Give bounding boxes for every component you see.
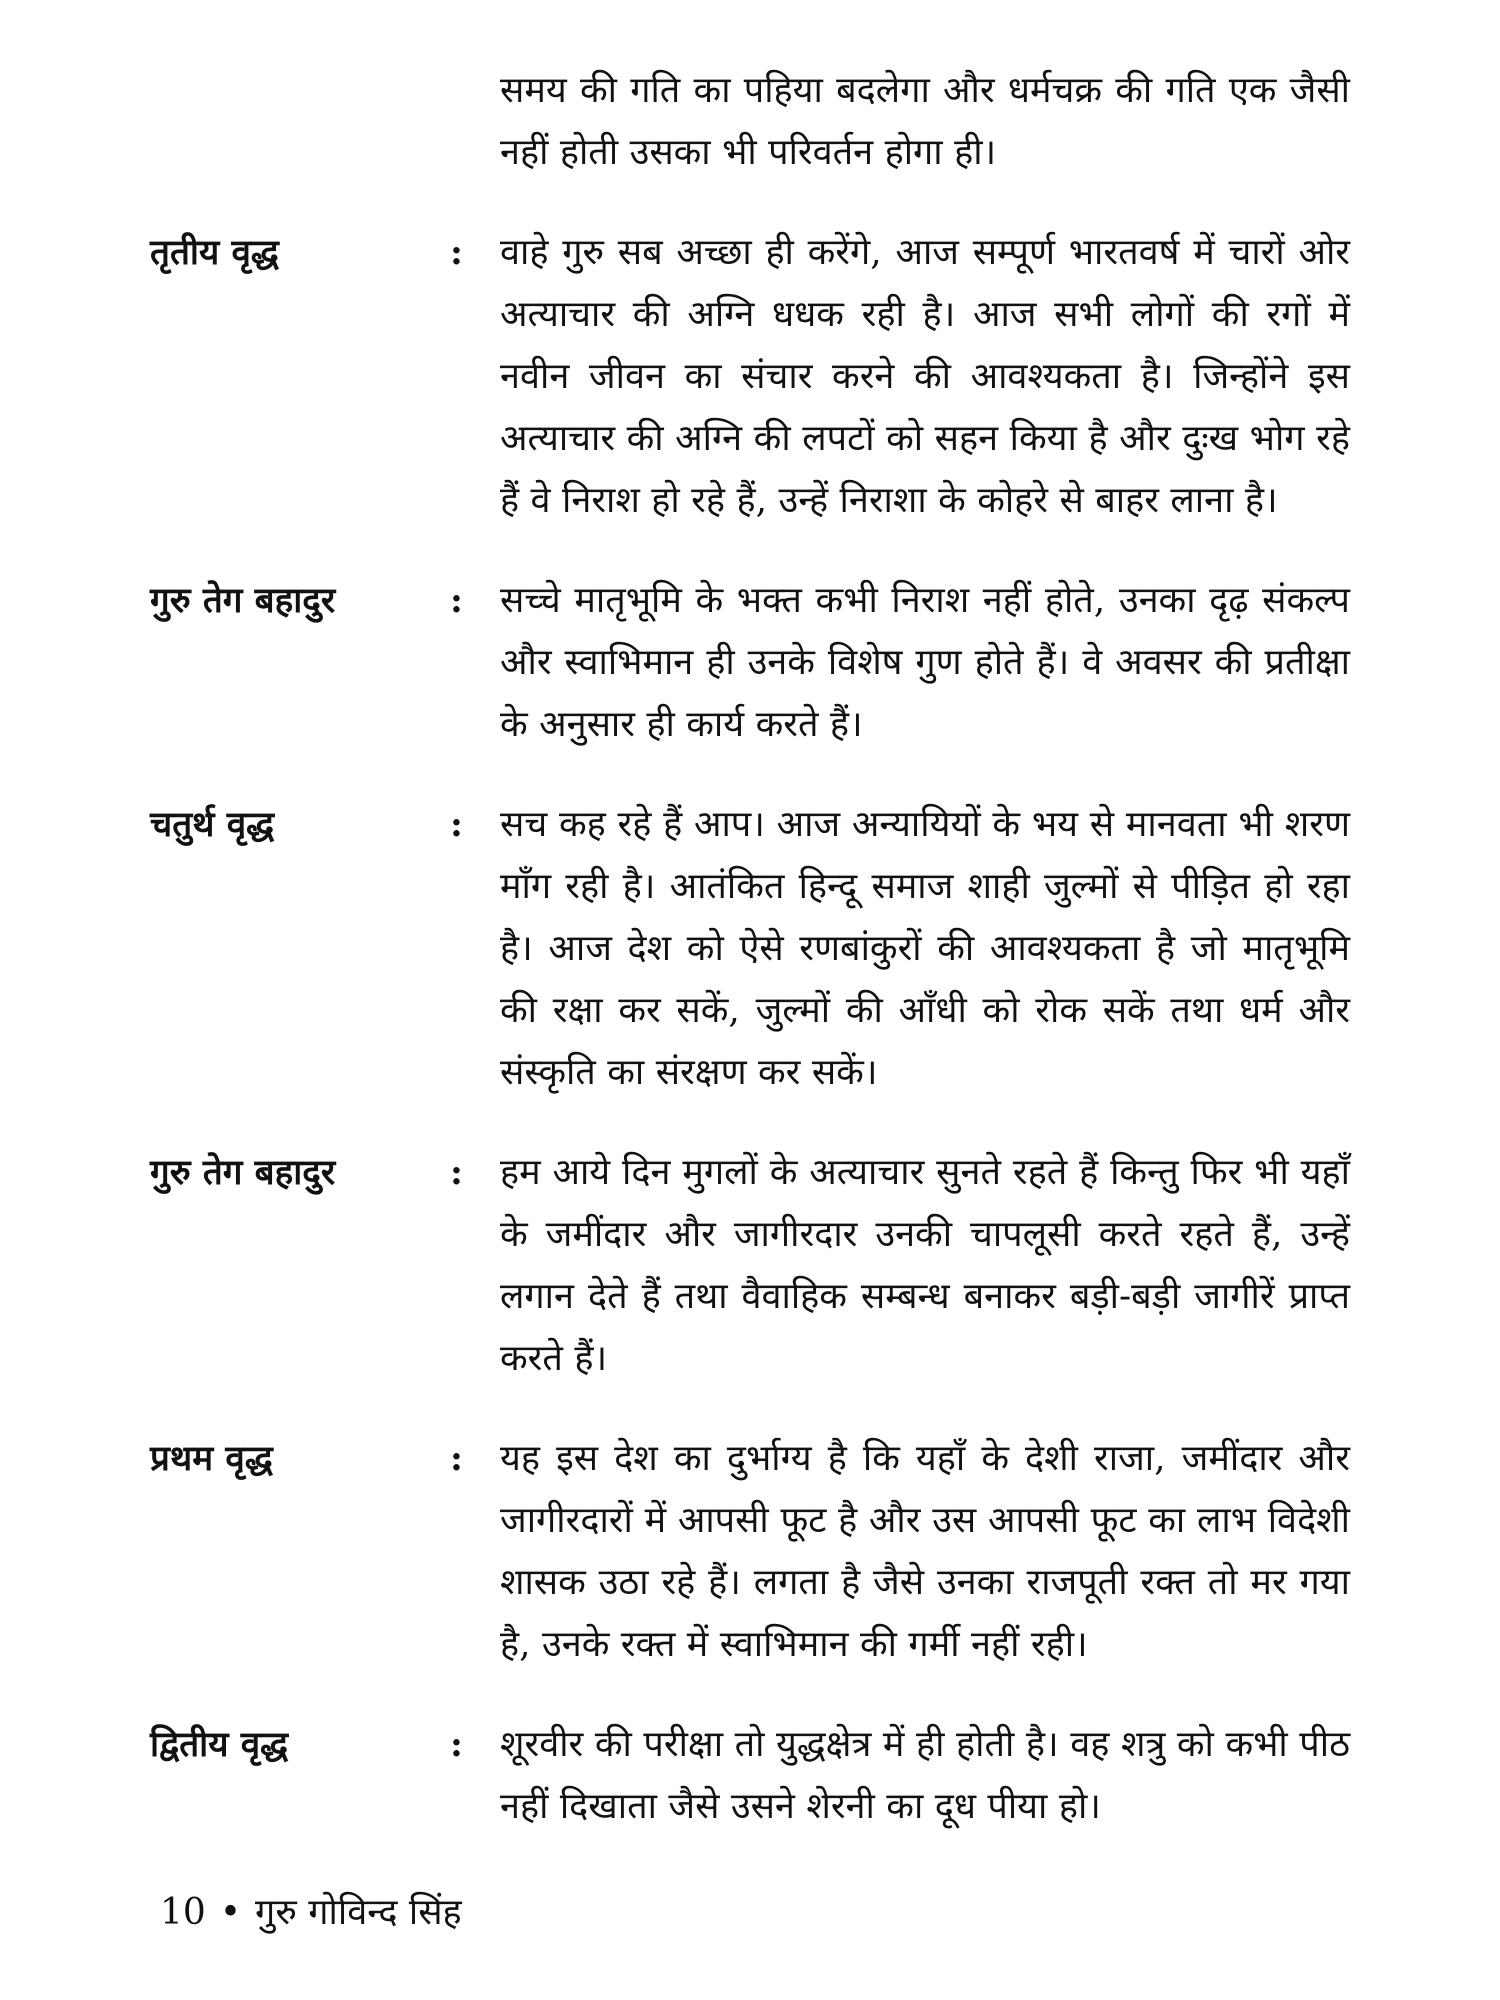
speaker-separator: :	[450, 804, 463, 845]
speaker-name: तृतीय वृद्ध	[150, 232, 279, 273]
speaker-separator: :	[450, 232, 463, 273]
dialogue-row	[150, 794, 1370, 1104]
dialogue-row	[150, 222, 1370, 532]
dialogue-text: वाहे गुरु सब अच्छा ही करेंगे, आज सम्पूर्ण भारतवर्ष में चारों ओर अत्याचार की अग्नि धधक रही है। आज सभी लोगों की रगों में नवीन जीवन का संचार करने की आवश्यकता है। जिन्होंने इस अत्याचार की अग्नि की लपटों को सहन किया है और दुःख भोग रहे हैं वे निराश हो रहे हैं, उन्हें निराशा के कोहरे से बाहर लाना है।	[500, 232, 1350, 521]
dialogue-text: सच्चे मातृभूमि के भक्त कभी निराश नहीं होते, उनका दृढ़ संकल्प और स्वाभिमान ही उनके विशेष गुण होते हैं। वे अवसर की प्रतीक्षा के अनुसार ही कार्य करते हैं।	[500, 580, 1350, 745]
speaker-separator: :	[450, 1438, 463, 1479]
dialogue-row	[150, 1714, 1370, 1838]
speaker-name: द्वितीय वृद्ध	[150, 1724, 289, 1765]
page-number: 10	[160, 1892, 206, 1933]
dialogue-text: सच कह रहे हैं आप। आज अन्यायियों के भय से मानवता भी शरण माँग रही है। आतंकित हिन्दू समाज शाही जुल्मों से पीड़ित हो रहा है। आज देश को ऐसे रणबांकुरों की आवश्यकता है जो मातृभूमि की रक्षा कर सकें, जुल्मों की आँधी को रोक सकें तथा धर्म और संस्कृति का संरक्षण कर सकें।	[500, 804, 1350, 1093]
dialogue-row	[150, 1142, 1370, 1390]
speaker-separator: :	[450, 1152, 463, 1193]
continuation-paragraph	[150, 60, 1370, 184]
dialogue-text: यह इस देश का दुर्भाग्य है कि यहाँ के देशी राजा, जमींदार और जागीरदारों में आपसी फूट है और उस आपसी फूट का लाभ विदेशी शासक उठा रहे हैं। लगता है जैसे उनका राजपूती रक्त तो मर गया है, उनके रक्त में स्वाभिमान की गर्मी नहीं रही।	[500, 1438, 1350, 1665]
dialogue-row	[150, 570, 1370, 756]
speaker-name: गुरु तेग बहादुर	[150, 580, 336, 621]
dialogue-text: शूरवीर की परीक्षा तो युद्धक्षेत्र में ही होती है। वह शत्रु को कभी पीठ नहीं दिखाता जैसे उसने शेरनी का दूध पीया हो।	[500, 1724, 1350, 1827]
dialogue-text: हम आये दिन मुगलों के अत्याचार सुनते रहते हैं किन्तु फिर भी यहाँ के जमींदार और जागीरदार उनकी चापलूसी करते रहते हैं, उन्हें लगान देते हैं तथा वैवाहिक सम्बन्ध बनाकर बड़ी-बड़ी जागीरें प्राप्त करते हैं।	[500, 1152, 1350, 1379]
speaker-name: चतुर्थ वृद्ध	[150, 804, 275, 845]
speaker-separator: :	[450, 1724, 463, 1765]
footer-bullet: •	[219, 1892, 242, 1933]
dialogue-block	[150, 60, 1370, 1876]
page-footer	[160, 1888, 462, 1938]
speaker-name: प्रथम वृद्ध	[150, 1438, 273, 1479]
speaker-name: गुरु तेग बहादुर	[150, 1152, 336, 1193]
dialogue-row	[150, 1428, 1370, 1676]
continuation-text: समय की गति का पहिया बदलेगा और धर्मचक्र की गति एक जैसी नहीं होती उसका भी परिवर्तन होगा ही।	[500, 70, 1350, 173]
speaker-separator: :	[450, 580, 463, 621]
book-title: गुरु गोविन्द सिंह	[255, 1892, 462, 1933]
